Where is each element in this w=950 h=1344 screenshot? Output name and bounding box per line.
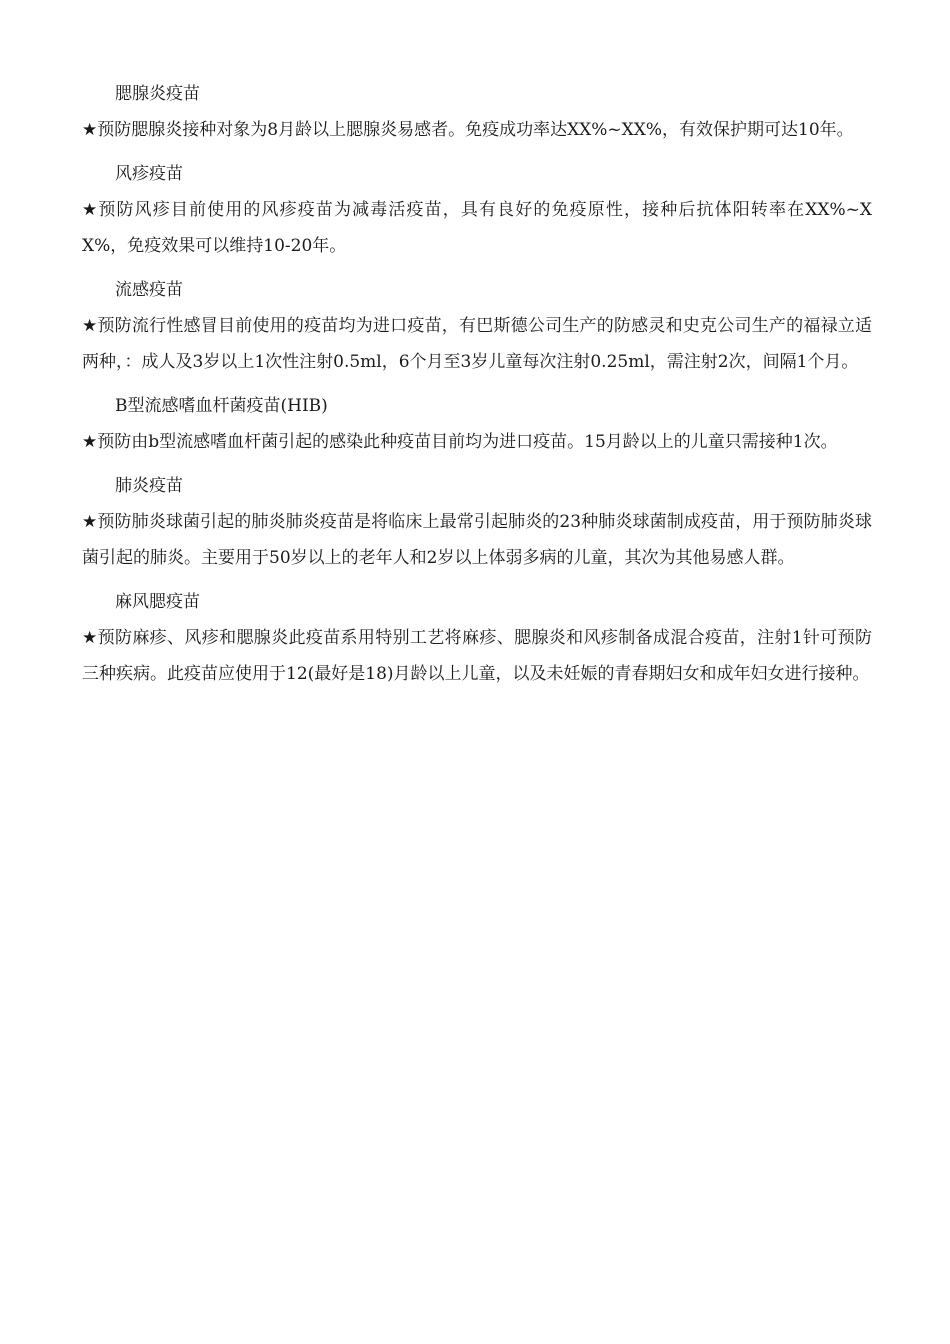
section-heading: 肺炎疫苗: [115, 476, 183, 496]
star-icon: ★: [82, 512, 98, 532]
star-icon: ★: [82, 200, 99, 220]
star-icon: ★: [82, 432, 98, 452]
vaccine-section-mmr: [82, 584, 872, 692]
paragraph-text: 预防肺炎球菌引起的肺炎肺炎疫苗是将临床上最常引起肺炎的23种肺炎球菌制成疫苗，用于预防肺炎球菌引起的肺炎。主要用于50岁以上的老年人和2岁以上体弱多病的儿童，其次为其他易感人群。: [82, 512, 872, 568]
section-heading: 流感疫苗: [115, 280, 183, 300]
section-heading: 风疹疫苗: [115, 164, 183, 184]
vaccine-section-pneumonia: [82, 468, 872, 576]
paragraph-text: 预防麻疹、风疹和腮腺炎此疫苗系用特别工艺将麻疹、腮腺炎和风疹制备成混合疫苗，注射1针可预防三种疾病。此疫苗应使用于12(最好是18)月龄以上儿童，以及未妊娠的青春期妇女和成年妇女进行接种。: [82, 628, 872, 684]
section-paragraph: [82, 308, 872, 380]
section-heading: 麻风腮疫苗: [115, 592, 200, 612]
section-paragraph: [82, 112, 872, 148]
vaccine-section-hib: [82, 388, 872, 460]
vaccine-section-mumps: [82, 76, 872, 148]
star-icon: ★: [82, 120, 98, 140]
vaccine-section-influenza: [82, 272, 872, 380]
section-paragraph: [82, 620, 872, 692]
vaccine-section-rubella: [82, 156, 872, 264]
section-paragraph: [82, 192, 872, 264]
paragraph-text: 预防由b型流感嗜血杆菌引起的感染此种疫苗目前均为进口疫苗。15月龄以上的儿童只需接种1次。: [97, 432, 838, 452]
star-icon: ★: [82, 628, 98, 648]
section-paragraph: [82, 504, 872, 576]
paragraph-text: 预防风疹目前使用的风疹疫苗为减毒活疫苗，具有良好的免疫原性，接种后抗体阳转率在XX%~XX%，免疫效果可以维持10-20年。: [82, 200, 872, 256]
star-icon: ★: [82, 316, 98, 336]
section-paragraph: [82, 424, 872, 460]
section-heading: B型流感嗜血杆菌疫苗(HIB): [115, 396, 328, 416]
paragraph-text: 预防流行性感冒目前使用的疫苗均为进口疫苗，有巴斯德公司生产的防感灵和史克公司生产的福禄立适两种，：成人及3岁以上1次性注射0.5ml，6个月至3岁儿童每次注射0.25ml，需注射2次，间隔1个月。: [82, 316, 872, 372]
section-heading: 腮腺炎疫苗: [115, 84, 200, 104]
document-page: [82, 76, 872, 700]
paragraph-text: 预防腮腺炎接种对象为8月龄以上腮腺炎易感者。免疫成功率达XX%~XX%，有效保护期可达10年。: [97, 120, 854, 140]
